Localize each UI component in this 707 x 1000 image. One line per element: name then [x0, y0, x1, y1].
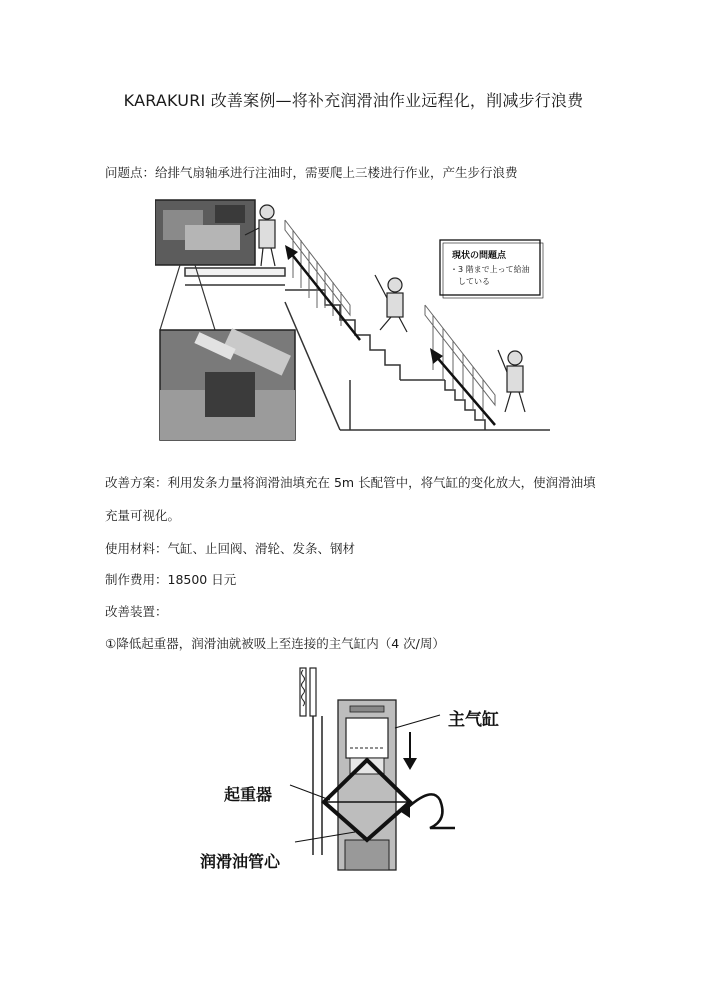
solution-line-2: 充量可视化。 — [105, 508, 181, 523]
oil-gun-photo — [160, 328, 295, 440]
label-jack: 起重器 — [224, 785, 273, 804]
machine-photo-top — [155, 200, 255, 265]
problem-text: 问题点：给排气扇轴承进行注油时，需要爬上三楼进行作业，产生步行浪费 — [105, 165, 518, 180]
label-main-cylinder: 主气缸 — [448, 710, 499, 730]
solution-line-1: 改善方案：利用发条力量将润滑油填充在 5m 长配管中，将气缸的变化放大，使润滑油填 — [105, 475, 596, 490]
label-oil-pipe: 润滑油管心 — [200, 852, 281, 871]
down-arrow-icon — [403, 732, 417, 770]
main-cylinder — [338, 700, 396, 870]
staircase-illustration — [155, 190, 550, 462]
problem-callout — [440, 240, 543, 298]
device-diagram — [200, 660, 520, 890]
materials-text: 使用材料：气缸、止回阀、滑轮、发条、钢材 — [105, 541, 356, 556]
cost-text: 制作费用：18500 日元 — [105, 572, 237, 587]
callout-title: 現状の問題点 — [452, 251, 507, 261]
callout-line2: している — [458, 277, 490, 286]
device-heading: 改善装置： — [105, 604, 168, 619]
step-1-text: ①降低起重器，润滑油就被吸上至连接的主气缸内（4 次/周） — [105, 636, 445, 651]
document-title: KARAKURI 改善案例—将补充润滑油作业远程化，削减步行浪费 — [123, 91, 584, 110]
callout-line1: ・3 階まで上って給油 — [450, 265, 530, 274]
